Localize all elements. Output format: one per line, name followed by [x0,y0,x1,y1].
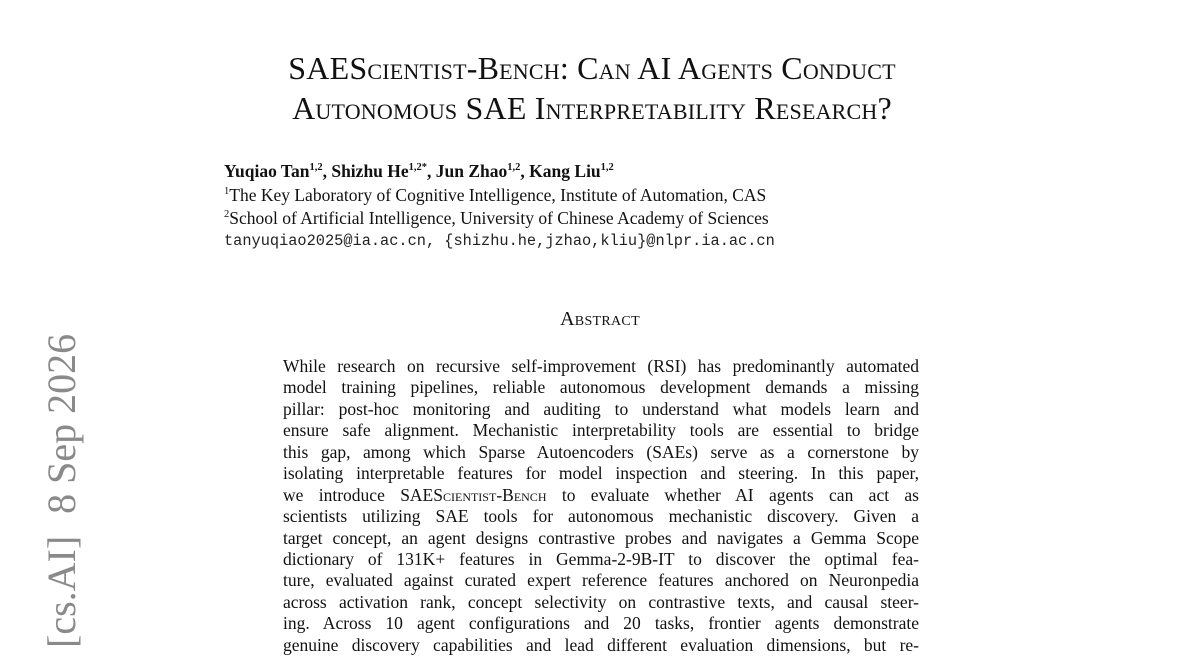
title-fragment: -B [496,484,514,505]
abstract-line: model training pipelines, reliable autonomous development demands a missing [283,377,919,398]
title-fragment: C [773,50,803,86]
paper-title-line-2 [0,88,1184,128]
title-fragment: gents [701,50,774,86]
title-fragment: A [292,90,316,126]
title-fragment: ? [877,90,892,126]
abstract-line: ensure safe alignment. Mechanistic interpretability tools are essential to bridge [283,420,919,441]
title-fragment: esearch [775,90,878,126]
abstract-line: pillar: post-hoc monitoring and auditing to understand what models learn and [283,398,919,419]
title-fragment: R [746,90,776,126]
author-name: Kang Liu [529,161,601,181]
affiliation-2-marker: 2 [224,209,230,220]
abstract-line: we introduce SAEScientist-Bench to evaluate whether AI agents can act as [283,484,919,505]
title-fragment: cientist [367,50,467,86]
abstract-heading: Abstract [560,308,640,330]
author-affiliation-marker: 1,2 [600,162,614,173]
abstract-line: across activation rank, concept selectivity on contrastive texts, and causal steer- [283,591,919,612]
title-fragment: -B [466,50,500,86]
author-affiliation-marker: 1,2 [309,162,323,173]
paper-title [0,48,1184,128]
title-fragment: AI A [630,50,702,86]
affiliation-1-text: The Key Laboratory of Cognitive Intelligence, Institute of Automation, CAS [229,185,767,205]
title-fragment: utonomous [315,90,458,126]
abstract-line: this gap, among which Sparse Autoencoders (SAEs) serve as a cornerstone by [283,441,919,462]
affiliation-1-marker: 1 [224,186,230,197]
author-separator: , [322,161,332,181]
author-separator: *, [421,161,436,181]
author-list [224,160,614,182]
abstract-line: ing. Across 10 agent configurations and 20 tasks, frontier agents demonstrate [283,613,919,634]
title-fragment: : C [559,50,599,86]
author-separator: , [520,161,530,181]
title-fragment: onduct [802,50,896,86]
arxiv-date: 8 Sep 2026 [39,333,84,514]
abstract-line: isolating interpretable features for model inspection and steering. In this paper, [283,463,919,484]
title-fragment: ench [513,484,547,505]
benchmark-name [400,485,546,505]
title-fragment: SAE I [457,90,546,126]
author-name: Shizhu He [331,161,409,181]
paper-title-line-1 [0,48,1184,88]
abstract-body [283,356,919,656]
author-emails: tanyuqiao2025@ia.ac.cn, {shizhu.he,jzhao,kliu}@nlpr.ia.ac.cn [224,232,775,250]
abstract-line: genuine discovery capabilities and lead different evaluation dimensions, but re- [283,634,919,655]
title-fragment: cientist [442,484,497,505]
affiliation-2 [224,207,769,229]
author-name: Jun Zhao [435,161,508,181]
arxiv-side-stamp [40,334,84,648]
abstract-line: target concept, an agent designs contrastive probes and navigates a Gemma Scope [283,527,919,548]
affiliation-1 [224,184,766,206]
title-fragment: nterpretability [545,90,747,126]
affiliation-2-text: School of Artificial Intelligence, University of Chinese Academy of Sciences [229,208,769,228]
title-fragment: ench [499,50,560,86]
title-fragment: an [598,50,631,86]
author-name: Yuqiao Tan [224,161,310,181]
abstract-line: scientists utilizing SAE tools for autonomous mechanistic discovery. Given a [283,506,919,527]
abstract-line: While research on recursive self-improvement (RSI) has predominantly automated [283,356,919,376]
author-affiliation-marker: 1,2 [507,162,521,173]
abstract-line: ture, evaluated against curated expert reference features anchored on Neuronpedia [283,570,919,591]
corresponding-author-marker: * [421,162,428,173]
arxiv-category: [cs.AI] [39,535,84,648]
title-fragment: SAES [288,50,368,86]
abstract-line: dictionary of 131K+ features in Gemma-2-9B-IT to discover the optimal fea- [283,548,919,569]
title-fragment: SAES [400,484,443,505]
author-affiliation-marker: 1,2 [408,162,422,173]
